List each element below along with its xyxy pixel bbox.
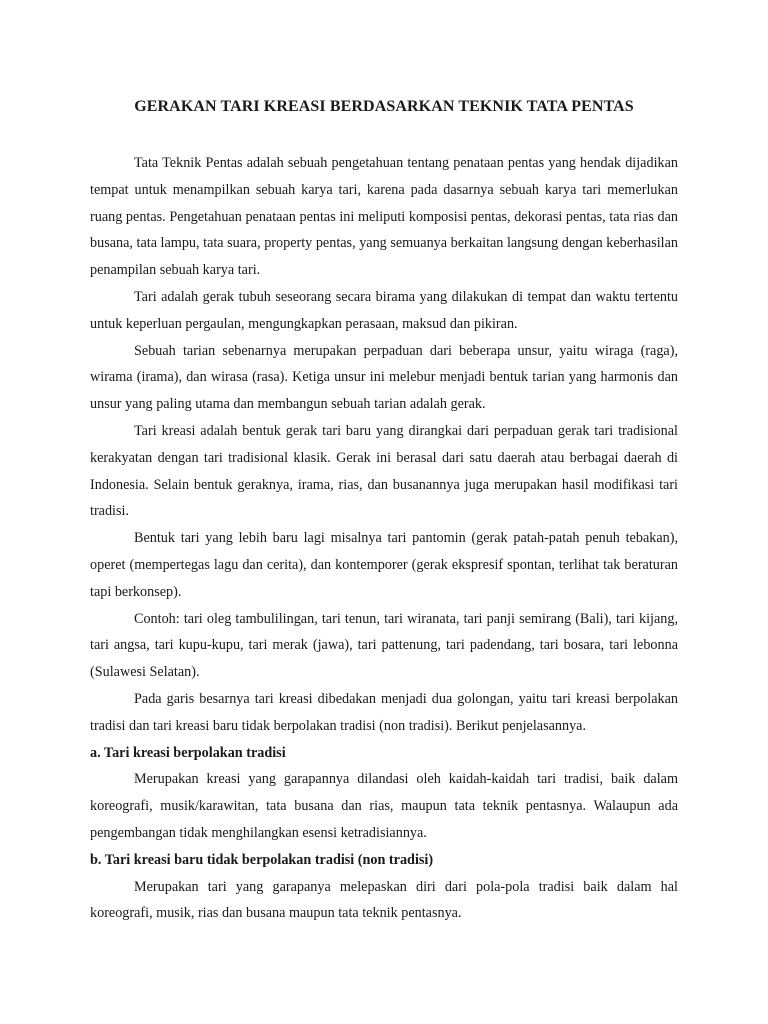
paragraph: Bentuk tari yang lebih baru lagi misalnya tari pantomin (gerak patah-patah penuh tebakan), operet (mempertegas lagu dan cerita), dan kontemporer (gerak ekspresif spontan, terlihat tak beraturan tapi berkonsep). [90,530,678,600]
paragraph: Pada garis besarnya tari kreasi dibedakan menjadi dua golongan, yaitu tari kreasi berpolakan tradisi dan tari kreasi baru tidak berpolakan tradisi (non tradisi). Berikut penjelasannya. [90,690,678,734]
section-heading: a. Tari kreasi berpolakan tradisi [90,744,286,761]
document-body [90,150,678,927]
section-heading: b. Tari kreasi baru tidak berpolakan tradisi (non tradisi) [90,851,434,868]
paragraph: Tata Teknik Pentas adalah sebuah pengetahuan tentang penataan pentas yang hendak dijadikan tempat untuk menampilkan sebuah karya tari, karena pada dasarnya sebuah karya tari memerlukan ruang pentas. Pengetahuan penataan pentas ini meliputi komposisi pentas, dekorasi pentas, tata rias dan busana, tata lampu, tata suara, property pentas, yang semuanya berkaitan langsung dengan keberhasilan penampilan sebuah karya tari. [90,155,678,279]
paragraph: Tari kreasi adalah bentuk gerak tari baru yang dirangkai dari perpaduan gerak tari tradisional kerakyatan dengan tari tradisional klasik. Gerak ini berasal dari satu daerah atau berbagai daerah di Indonesia. Selain bentuk geraknya, irama, rias, dan busanannya juga merupakan hasil modifikasi tari tradisi. [90,422,678,520]
paragraph: Contoh: tari oleg tambulilingan, tari tenun, tari wiranata, tari panji semirang (Bali), tari kijang, tari angsa, tari kupu-kupu, tari merak (jawa), tari pattenung, tari padendang, tari bosara, tari lebonna (Sulawesi Selatan). [90,610,678,681]
section-paragraph: Merupakan kreasi yang garapannya dilandasi oleh kaidah-kaidah tari tradisi, baik dalam koreografi, musik/karawitan, tata busana dan rias, maupun tata teknik pentasnya. Walaupun ada pengembangan tidak menghilangkan esensi ketradisiannya. [90,771,678,841]
paragraph: Sebuah tarian sebenarnya merupakan perpaduan dari beberapa unsur, yaitu wiraga (raga), wirama (irama), dan wirasa (rasa). Ketiga unsur ini melebur menjadi bentuk tarian yang harmonis dan unsur yang paling utama dan membangun sebuah tarian adalah gerak. [90,342,678,413]
paragraph: Tari adalah gerak tubuh seseorang secara birama yang dilakukan di tempat dan waktu tertentu untuk keperluan pergaulan, mengungkapkan perasaan, maksud dan pikiran. [90,288,678,332]
document-title: GERAKAN TARI KREASI BERDASARKAN TEKNIK TATA PENTAS [134,98,634,115]
section-paragraph: Merupakan tari yang garapanya melepaskan diri dari pola-pola tradisi baik dalam hal koreografi, musik, rias dan busana maupun tata teknik pentasnya. [90,878,678,922]
